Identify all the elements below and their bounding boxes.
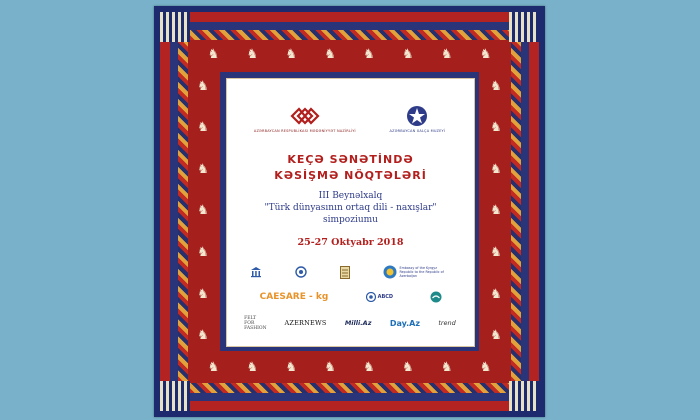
subtitle-line-3: simpoziumu — [323, 215, 378, 225]
kyrgyz-emblem-icon — [383, 265, 397, 279]
caesare-logo: CAESARE - kg — [259, 292, 329, 302]
poster — [154, 6, 545, 417]
horse-row-bottom — [194, 357, 505, 379]
knot-emblem-icon — [288, 105, 322, 127]
day-az-logo: Day.Az — [389, 318, 420, 328]
corner-ornament-tr — [509, 12, 539, 42]
title-line-2: KƏSİŞMƏ NÖQTƏLƏRİ — [274, 169, 427, 182]
horse-rider-icon: ♞ — [401, 47, 414, 62]
horse-rider-icon: ♞ — [479, 47, 492, 62]
horse-rider-icon: ♞ — [490, 161, 502, 177]
horse-rider-icon: ♞ — [246, 360, 259, 375]
partner-logos-row-3 — [235, 315, 465, 331]
partner-logos-row-2 — [241, 289, 461, 305]
horse-rider-icon: ♞ — [197, 245, 209, 261]
felt-for-fashion-logo: FELT FOR FASHION — [244, 315, 267, 331]
horse-rider-icon: ♞ — [324, 47, 336, 62]
horse-rider-icon: ♞ — [490, 328, 502, 344]
milli-az-logo: Milli.Az — [344, 319, 372, 327]
horse-rider-icon: ♞ — [479, 360, 492, 375]
horse-rider-icon: ♞ — [401, 360, 414, 375]
horse-rider-icon: ♞ — [197, 286, 209, 302]
horse-row-top — [194, 44, 505, 66]
horse-rider-icon: ♞ — [324, 360, 336, 375]
pattern-band-left — [178, 30, 188, 393]
ministry-logo — [254, 105, 356, 133]
partner-wave-icon — [430, 291, 442, 303]
museum-star-icon — [406, 105, 428, 127]
partner-emblem-icon — [340, 266, 350, 279]
corner-ornament-br — [509, 381, 539, 411]
horse-rider-icon: ♞ — [363, 47, 375, 62]
title-line-1: KEÇƏ SƏNƏTİNDƏ — [287, 153, 414, 166]
museum-caption: AZƏRBAYCAN XALÇA MUZEYİ — [389, 129, 446, 133]
unesco-temple-icon — [250, 266, 262, 278]
partner-seal-icon — [295, 266, 307, 278]
horse-rider-icon: ♞ — [440, 360, 453, 375]
horse-rider-icon: ♞ — [490, 286, 502, 302]
kyrgyz-embassy-logo — [383, 265, 452, 279]
abcd-emblem-icon — [366, 292, 376, 302]
horse-rider-icon: ♞ — [197, 120, 209, 136]
pattern-band-bottom — [178, 383, 521, 393]
horse-rider-icon: ♞ — [246, 47, 259, 62]
content-panel — [226, 78, 475, 347]
corner-ornament-tl — [160, 12, 190, 42]
horse-row-left — [192, 66, 214, 357]
pattern-band-top — [178, 30, 521, 40]
horse-rider-icon: ♞ — [207, 47, 220, 62]
pattern-band-right — [511, 30, 521, 393]
horse-rider-icon: ♞ — [197, 78, 209, 94]
horse-rider-icon: ♞ — [490, 78, 502, 94]
horse-rider-icon: ♞ — [490, 203, 502, 219]
horse-rider-icon: ♞ — [197, 203, 209, 219]
horse-rider-icon: ♞ — [197, 328, 209, 344]
ministry-caption: AZƏRBAYCAN RESPUBLİKASI MƏDƏNİYYƏT NAZİRLİYİ — [253, 129, 356, 133]
abcd-caption: ABCD — [377, 294, 394, 300]
organizer-logos — [237, 97, 462, 141]
horse-row-right — [485, 66, 507, 357]
horse-rider-icon: ♞ — [490, 120, 502, 136]
horse-rider-icon: ♞ — [285, 47, 298, 62]
subtitle-line-1: III Beynəlxalq — [318, 191, 383, 201]
horse-rider-icon: ♞ — [440, 47, 453, 62]
azernews-logo: AZERNEWS — [284, 319, 327, 327]
horse-rider-icon: ♞ — [363, 360, 375, 375]
abcd-logo — [366, 292, 394, 302]
event-dates: 25-27 Oktyabr 2018 — [297, 237, 404, 248]
carpet-museum-logo — [390, 105, 446, 133]
kyrgyz-embassy-caption: Embassy of the Kyrgyz Republic to the Republic of Azerbaijan — [399, 266, 444, 278]
subtitle-line-2: "Türk dünyasının ortaq dili - naxışlar" — [264, 203, 437, 213]
horse-rider-icon: ♞ — [285, 360, 298, 375]
corner-ornament-bl — [160, 381, 190, 411]
horse-rider-icon: ♞ — [197, 161, 209, 177]
partner-logos-row-1 — [233, 263, 468, 281]
horse-rider-icon: ♞ — [207, 360, 220, 375]
trend-logo: trend — [438, 319, 456, 327]
horse-rider-icon: ♞ — [490, 245, 502, 261]
